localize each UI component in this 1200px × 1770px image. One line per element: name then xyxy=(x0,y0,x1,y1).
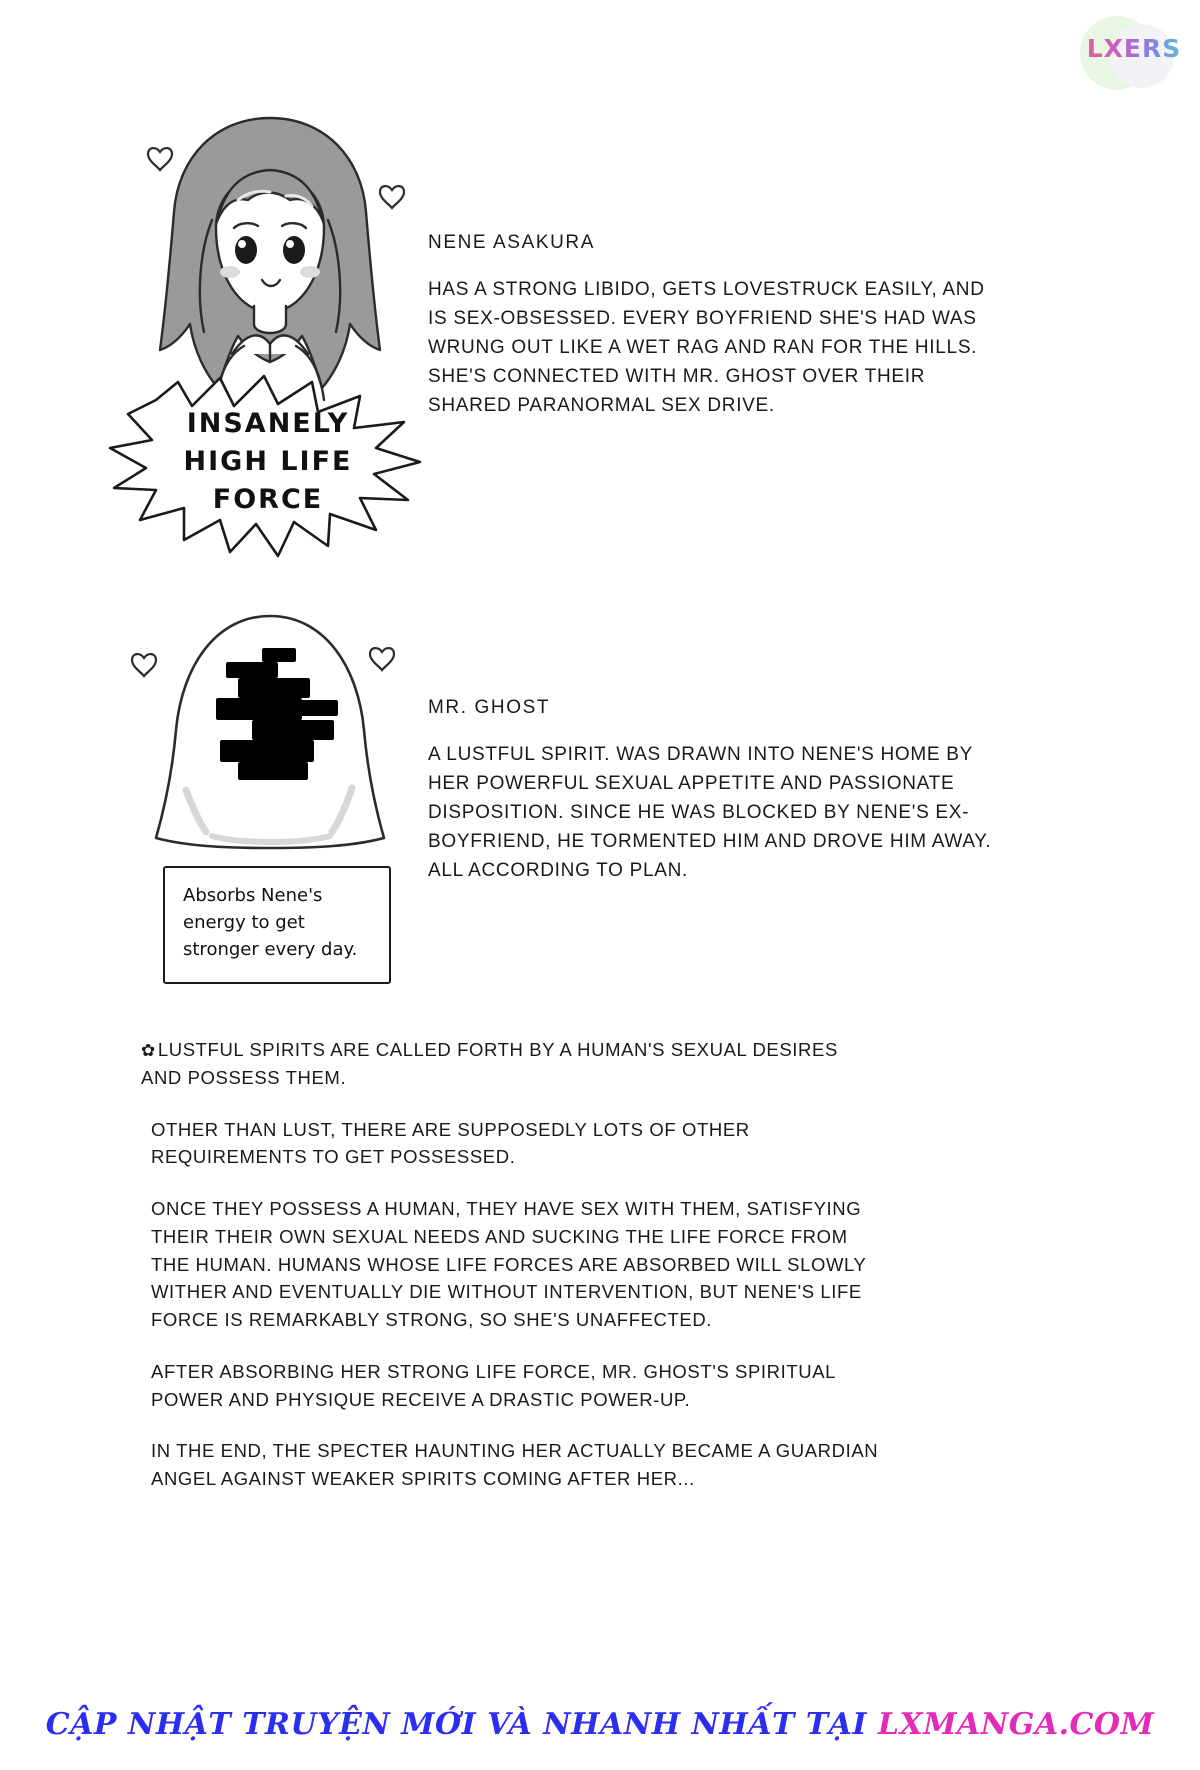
character-description-mr-ghost: A LUSTFUL SPIRIT. WAS DRAWN INTO NENE'S HOME BY HER POWERFUL SEXUAL APPETITE AND PASSIONATE DISPOSITION. SINCE HE WAS BLOCKED BY NENE'S EX-BOYFRIEND, HE TORMENTED HIM AND DROVE HIM AWAY. ALL ACCORDING TO PLAN. xyxy=(428,744,992,881)
note-paragraph-5: IN THE END, THE SPECTER HAUNTING HER ACTUALLY BECAME A GUARDIAN ANGEL AGAINST WEAKER SPIRITS COMING AFTER HER... xyxy=(151,1440,879,1489)
character-profile-mr-ghost xyxy=(428,697,1008,885)
character-profile-nene xyxy=(428,232,1008,420)
flower-bullet-icon: ✿ xyxy=(141,1041,156,1060)
note-paragraph-2: OTHER THAN LUST, THERE ARE SUPPOSEDLY LOTS OF OTHER REQUIREMENTS TO GET POSSESSED. xyxy=(151,1118,750,1168)
footer-promo-text: CẬP NHẬT TRUYỆN MỚI VÀ NHANH NHẤT TẠI xyxy=(45,1707,867,1742)
watermark-label: LXERS xyxy=(1082,34,1186,63)
burst-line-1: INSANELY xyxy=(186,408,350,439)
footer-site-link[interactable]: LXMANGA.COM xyxy=(877,1707,1155,1742)
character-description-nene: HAS A STRONG LIBIDO, GETS LOVESTRUCK EASILY, AND IS SEX-OBSESSED. EVERY BOYFRIEND SHE'S HAD WAS WRUNG OUT LIKE A WET RAG AND RAN FOR THE HILLS. SHE'S CONNECTED WITH MR. GHOST OVER THEIR SHARED PARANORMAL SEX DRIVE. xyxy=(428,279,985,416)
character-name-nene: NENE ASAKURA xyxy=(428,232,596,253)
note-paragraph-1 xyxy=(141,1036,881,1092)
lore-notes-section xyxy=(141,1036,881,1517)
site-watermark xyxy=(1066,10,1186,100)
footer-banner xyxy=(0,1707,1200,1742)
ghost-note-box: Absorbs Nene's energy to get stronger every day. xyxy=(163,866,391,984)
burst-line-3: FORCE xyxy=(212,484,324,515)
speech-burst-insanely-high-life-force xyxy=(108,370,428,570)
character-name-mr-ghost: MR. GHOST xyxy=(428,697,551,718)
mr-ghost-illustration xyxy=(120,600,420,900)
note-paragraph-3: ONCE THEY POSSESS A HUMAN, THEY HAVE SEX WITH THEM, SATISFYING THEIR THEIR OWN SEXUAL NEEDS AND SUCKING THE LIFE FORCE FROM THE HUMAN. HUMANS WHOSE LIFE FORCES ARE ABSORBED WILL SLOWLY WITHER AND EVENTUALLY DIE WITHOUT INTERVENTION, BUT NENE'S LIFE FORCE IS REMARKABLY STRONG, SO SHE'S UNAFFECTED. xyxy=(151,1198,867,1330)
note-paragraph-4: AFTER ABSORBING HER STRONG LIFE FORCE, MR. GHOST'S SPIRITUAL POWER AND PHYSIQUE RECEIVE A DRASTIC POWER-UP. xyxy=(151,1360,836,1410)
burst-line-2: HIGH LIFE xyxy=(183,446,353,477)
note-text-1: LUSTFUL SPIRITS ARE CALLED FORTH BY A HUMAN'S SEXUAL DESIRES AND POSSESS THEM. xyxy=(141,1039,838,1088)
